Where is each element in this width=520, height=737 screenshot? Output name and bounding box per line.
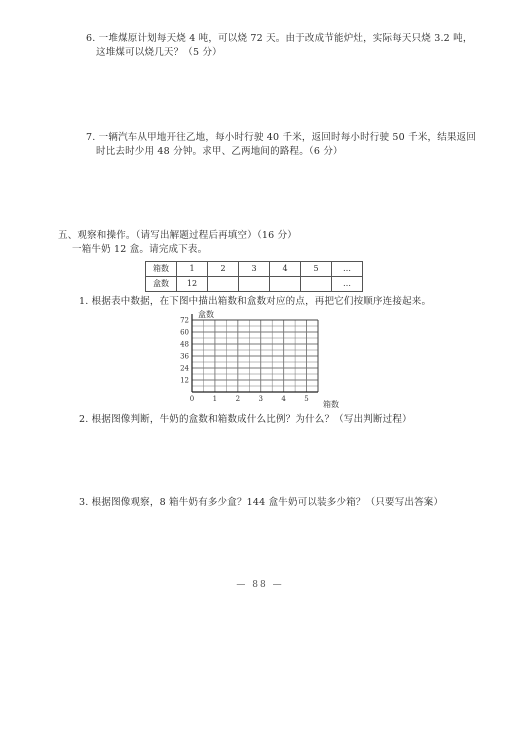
x-tick-label: 4	[281, 395, 286, 403]
y-tick-label: 24	[180, 364, 189, 373]
section5-q1: 1. 根据表中数据，在下图中描出箱数和盒数对应的点，再把它们按顺序连接起来。	[79, 296, 432, 307]
q7-line1: 7. 一辆汽车从甲地开往乙地，每小时行驶 40 千米，返回时每小时行驶 50 千米，结果返回	[86, 132, 477, 143]
q6-line1: 6. 一堆煤原计划每天烧 4 吨，可以烧 72 天。由于改成节能炉灶，实际每天只烧 3.2 吨，	[86, 33, 473, 44]
table-row-cartons	[146, 277, 363, 292]
chart-grid	[192, 320, 318, 392]
x-tick-label: 0	[189, 395, 195, 403]
y-tick-label: 72	[180, 316, 189, 325]
x-tick-label: 5	[304, 395, 309, 403]
table-cell: …	[332, 262, 363, 277]
table-cell: 12	[177, 277, 208, 292]
y-tick-label: 48	[180, 340, 189, 349]
table-cell	[270, 277, 301, 292]
x-tick-label: 1	[212, 395, 218, 403]
milk-table	[145, 261, 363, 292]
table-header-cartons: 盒数	[146, 277, 177, 292]
page-number: — 88 —	[236, 580, 284, 590]
table-cell: 5	[301, 262, 332, 277]
table-cell: 4	[270, 262, 301, 277]
x-tick-label: 3	[258, 395, 263, 403]
table-row-boxes	[146, 262, 363, 277]
y-tick-label: 60	[180, 328, 189, 337]
table-cell	[301, 277, 332, 292]
table-cell: 2	[208, 262, 239, 277]
section5-intro: 一箱牛奶 12 盒。请完成下表。	[72, 244, 208, 255]
q6-line2: 这堆煤可以烧几天？（5 分）	[96, 47, 222, 58]
x-axis-label: 箱数	[323, 400, 339, 409]
x-tick-label: 2	[235, 395, 241, 403]
table-cell: …	[332, 277, 363, 292]
y-axis-label: 盒数	[198, 310, 214, 319]
section5-q2: 2. 根据图像判断，牛奶的盒数和箱数成什么比例？为什么？（写出判断过程）	[79, 414, 412, 425]
table-cell: 3	[239, 262, 270, 277]
y-tick-label: 12	[180, 376, 189, 385]
table-header-cases: 箱数	[146, 262, 177, 277]
q7-line2: 时比去时少用 48 分钟。求甲、乙两地间的路程。（6 分）	[96, 146, 343, 157]
y-tick-label: 36	[180, 352, 189, 361]
blank-grid-chart	[160, 308, 360, 410]
table-cell	[208, 277, 239, 292]
section5-q3: 3. 根据图像观察，8 箱牛奶有多少盒？144 盒牛奶可以装多少箱？（只要写出答案）	[79, 497, 444, 508]
table-cell	[239, 277, 270, 292]
chart-ticks	[180, 317, 309, 404]
table-cell: 1	[177, 262, 208, 277]
section5-heading: 五、观察和操作。（请写出解题过程后再填空）（16 分）	[58, 230, 298, 241]
